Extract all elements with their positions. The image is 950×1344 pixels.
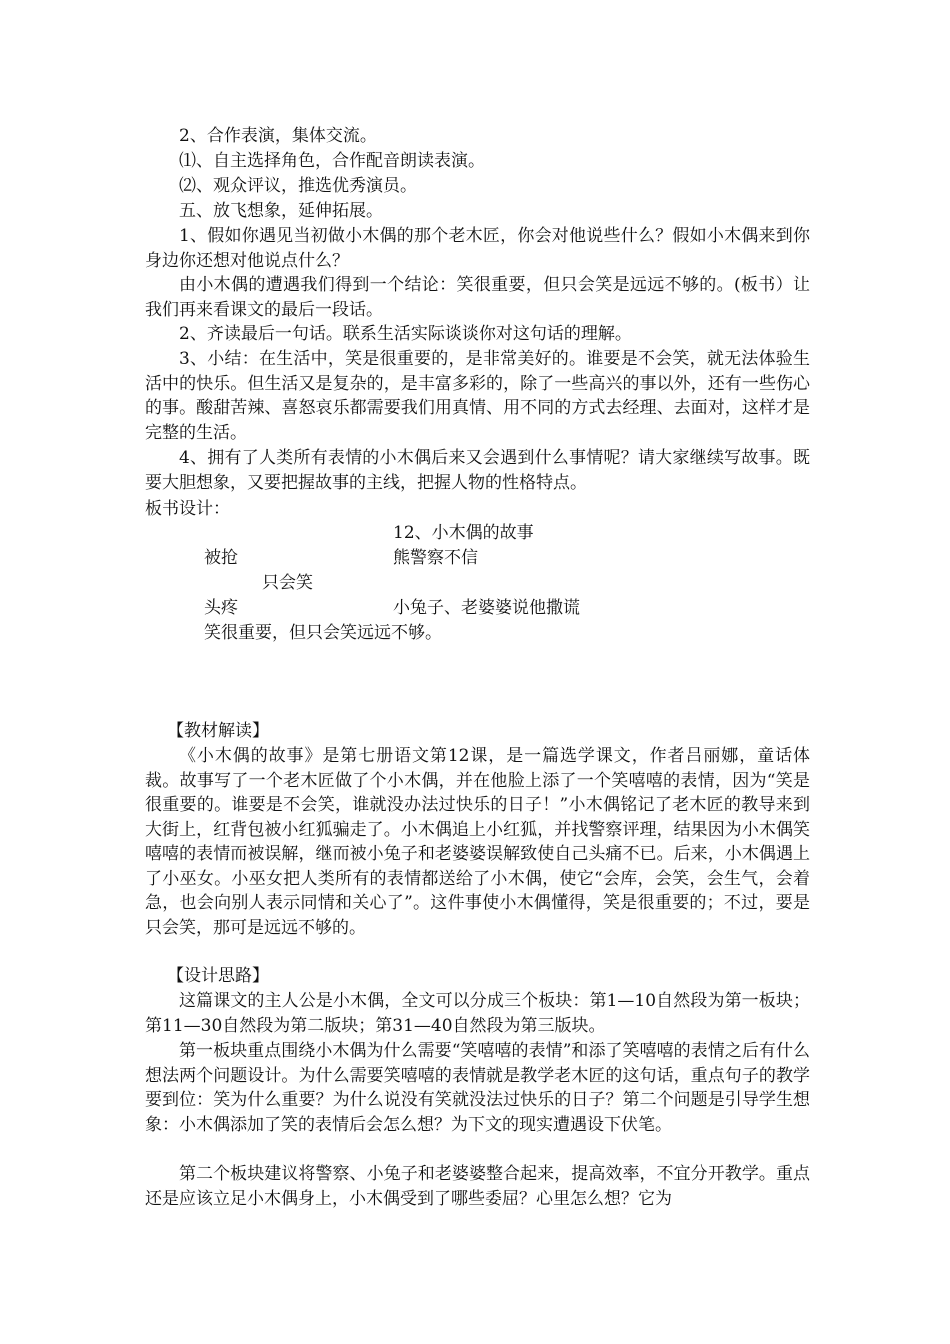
board-conclusion: 笑很重要，但只会笑远远不够。	[204, 623, 442, 643]
board-right-rabbit: 小兔子、老婆婆说他撒谎	[393, 598, 580, 618]
board-left-headache: 头疼	[204, 598, 238, 618]
board-label: 板书设计：	[145, 499, 230, 519]
board-left-robbed: 被抢	[204, 548, 238, 568]
board-right-police: 熊警察不信	[393, 548, 478, 568]
paragraph-choose-roles: ⑴、自主选择角色，合作配音朗读表演。	[179, 151, 485, 171]
paragraph-audience-review: ⑵、观众评议，推选优秀演员。	[179, 176, 417, 196]
paragraph-continue-story: 4、拥有了人类所有表情的小木偶后来又会遇到什么事情呢？请大家继续写故事。既要大胆想象，又要把握故事的主线，把握人物的性格特点。	[145, 448, 810, 493]
heading-textbook-interpretation: 【教材解读】	[167, 721, 269, 741]
paragraph-conclusion: 由小木偶的遭遇我们得到一个结论：笑很重要，但只会笑是远远不够的。(板书）让我们再来看课文的最后一段话。	[145, 275, 810, 320]
board-title: 12、小木偶的故事	[393, 523, 534, 543]
board-middle-smile: 只会笑	[262, 573, 313, 593]
paragraph-read-last-sentence: 2、齐读最后一句话。联系生活实际谈谈你对这句话的理解。	[179, 324, 632, 344]
paragraph-summary: 3、小结：在生活中，笑是很重要的，是非常美好的。谁要是不会笑，就无法体验生活中的快乐。但生活又是复杂的，是丰富多彩的，除了一些高兴的事以外，还有一些伤心的事。酸甜苦辣、喜怒哀乐都需要我们用真情、用不同的方式去经理、去面对，这样才是完整的生活。	[145, 349, 810, 443]
paragraph-first-block: 第一板块重点围绕小木偶为什么需要“笑嘻嘻的表情”和添了笑嘻嘻的表情之后有什么想法两个问题设计。为什么需要笑嘻嘻的表情就是教学老木匠的这句话，重点句子的教学要到位：笑为什么重要？为什么说没有笑就没法过快乐的日子？第二个问题是引导学生想象：小木偶添加了笑的表情后会怎么想？为下文的现实遭遇设下伏笔。	[145, 1041, 810, 1135]
paragraph-three-blocks: 这篇课文的主人公是小木偶，全文可以分成三个板块：第1—10自然段为第一板块；第11—30自然段为第二版块；第31—40自然段为第三版块。	[145, 991, 810, 1036]
heading-design-ideas: 【设计思路】	[167, 966, 269, 986]
paragraph-second-block: 第二个板块建议将警察、小兔子和老婆婆整合起来，提高效率，不宜分开教学。重点还是应该立足小木偶身上，小木偶受到了哪些委屈？心里怎么想？它为	[145, 1164, 810, 1209]
paragraph-if-you-met: 1、假如你遇见当初做小木偶的那个老木匠，你会对他说些什么？假如小木偶来到你身边你还想对他说点什么？	[145, 226, 810, 271]
paragraph-textbook-interpretation: 《小木偶的故事》是第七册语文第12课，是一篇选学课文，作者吕丽娜，童话体裁。故事写了一个老木匠做了个小木偶，并在他脸上添了一个笑嘻嘻的表情，因为“笑是很重要的。谁要是不会笑，谁就没办法过快乐的日子！”小木偶铭记了老木匠的教导来到大街上，红背包被小红狐骗走了。小木偶追上小红狐，并找警察评理，结果因为小木偶笑嘻嘻的表情而被误解，继而被小兔子和老婆婆误解致使自己头痛不已。后来，小木偶遇上了小巫女。小巫女把人类所有的表情都送给了小木偶，使它“会库，会笑，会生气，会着急，也会向别人表示同情和关心了”。这件事使小木偶懂得，笑是很重要的；不过，要是只会笑，那可是远远不够的。	[145, 746, 810, 938]
paragraph-cooperative-performance: 2、合作表演，集体交流。	[179, 126, 377, 146]
section-heading-imagination: 五、放飞想象，延伸拓展。	[179, 201, 383, 221]
